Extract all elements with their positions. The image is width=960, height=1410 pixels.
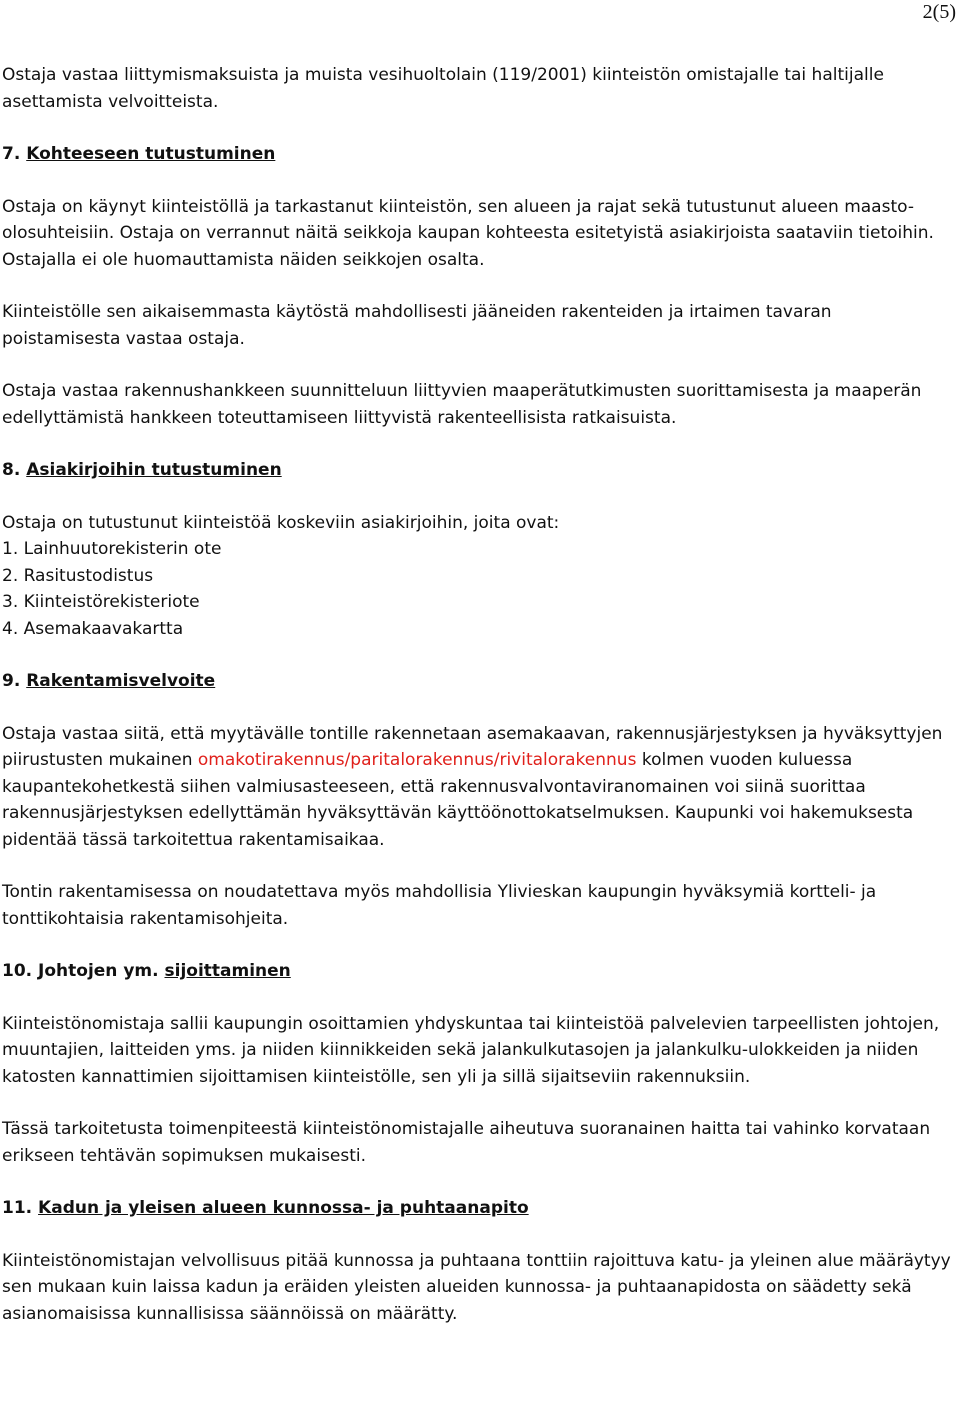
document-list [2,536,954,642]
building-type-highlight: omakotirakennus/paritalorakennus/rivitalorakennus [197,750,637,770]
heading-section-9 [2,668,954,695]
list-item: 2. Rasitustodistus [2,565,154,586]
paragraph-7-3: Ostaja vastaa rakennushankkeen suunnitteluun liittyvien maaperätutkimusten suorittamisesta ja maaperän edellyttämistä hankkeen toteuttamiseen liittyvistä rakenteellisista ratkaisuista. [2,381,922,428]
paragraph-9-2: Tontin rakentamisessa on noudatettava myös mahdollisia Ylivieskan kaupungin hyväksymiä kortteli- ja tonttikohtaisia rakentamisohjeita. [2,882,877,929]
section-8-intro: Ostaja on tutustunut kiinteistöä koskeviin asiakirjoihin, joita ovat: [2,512,560,533]
section-11-number: 11. [2,1198,33,1218]
paragraph-9-1-end: kolmen vuoden kuluessa kaupantekohetkestä siihen valmiusasteeseen, että rakennusvalvontaviranomainen voi siinä suorittaa rakennusjärjestyksen edellyttämän hyväksyttävän käyttöönottokatselmuksen. Kaupunki voi hakemuksesta pidentää tässä tarkoitettua rakentamisaikaa. [2,750,914,850]
section-9-number: 9. [2,671,21,691]
heading-section-8 [2,457,954,484]
paragraph-9-1 [2,721,954,854]
paragraph-10-2: Tässä tarkoitetusta toimenpiteestä kiinteistönomistajalle aiheutuva suoranainen haitta tai vahinko korvataan erikseen tehtävän sopimuksen mukaisesti. [2,1119,931,1166]
section-10-title-plain: 10. Johtojen ym. [2,961,159,981]
section-8-number: 8. [2,460,21,480]
section-9-title: Rakentamisvelvoite [26,671,216,691]
list-item: 1. Lainhuutorekisterin ote [2,539,222,559]
paragraph-water-supply: Ostaja vastaa liittymismaksuista ja muista vesihuoltolain (119/2001) kiinteistön omistajalle tai haltijalle asettamista velvoitteista. [2,65,884,112]
list-item: 4. Asemakaavakartta [2,618,184,639]
heading-section-10 [2,958,954,985]
heading-section-7 [2,141,954,168]
paragraph-9-1-start: Ostaja vastaa siitä, että myytävälle tontille rakennetaan asemakaavan, rakennusjärjestyksen ja hyväksyttyjen piirustusten mukainen [2,723,943,770]
paragraph-7-2: Kiinteistölle sen aikaisemmasta käytöstä mahdollisesti jääneiden rakenteiden ja irtaimen tavaran poistamisesta vastaa ostaja. [2,302,832,349]
paragraph-11-1: Kiinteistönomistajan velvollisuus pitää kunnossa ja puhtaana tonttiin rajoittuva katu- ja yleinen alue määräytyy sen mukaan kuin laissa kadun ja eräiden yleisten alueiden kunnossa- ja puhtaanapidosta on säädetty sekä asianomaisissa kunnallisissa säännöissä on määrätty. [2,1250,951,1324]
section-10-title-underlined: sijoittaminen [164,961,291,981]
section-8-title: Asiakirjoihin tutustuminen [26,460,282,480]
section-7-title: Kohteeseen tutustuminen [26,144,276,164]
list-item: 3. Kiinteistörekisteriote [2,592,200,612]
paragraph-7-1: Ostaja on käynyt kiinteistöllä ja tarkastanut kiinteistön, sen alueen ja rajat sekä tutustunut alueen maasto-olosuhteisiin. Ostaja on verrannut näitä seikkoja kaupan kohteesta esitetyistä asiakirjoista saataviin tietoihin. Ostajalla ei ole huomauttamista näiden seikkojen osalta. [2,196,934,270]
heading-section-11 [2,1195,954,1222]
paragraph-10-1: Kiinteistönomistaja sallii kaupungin osoittamien yhdyskuntaa tai kiinteistöä palvelevien tarpeellisten johtojen, muuntajien, laitteiden yms. ja niiden kiinnikkeiden sekä jalankulkutasojen ja jalankulku-ulokkeiden ja niiden katosten kannattimien sijoittamisen kiinteistölle, sen yli ja sillä sijaitseviin rakennuksiin. [2,1013,940,1087]
section-7-number: 7. [2,144,21,164]
section-11-title: Kadun ja yleisen alueen kunnossa- ja puhtaanapito [38,1198,529,1218]
page-number: 2(5) [922,1,956,23]
